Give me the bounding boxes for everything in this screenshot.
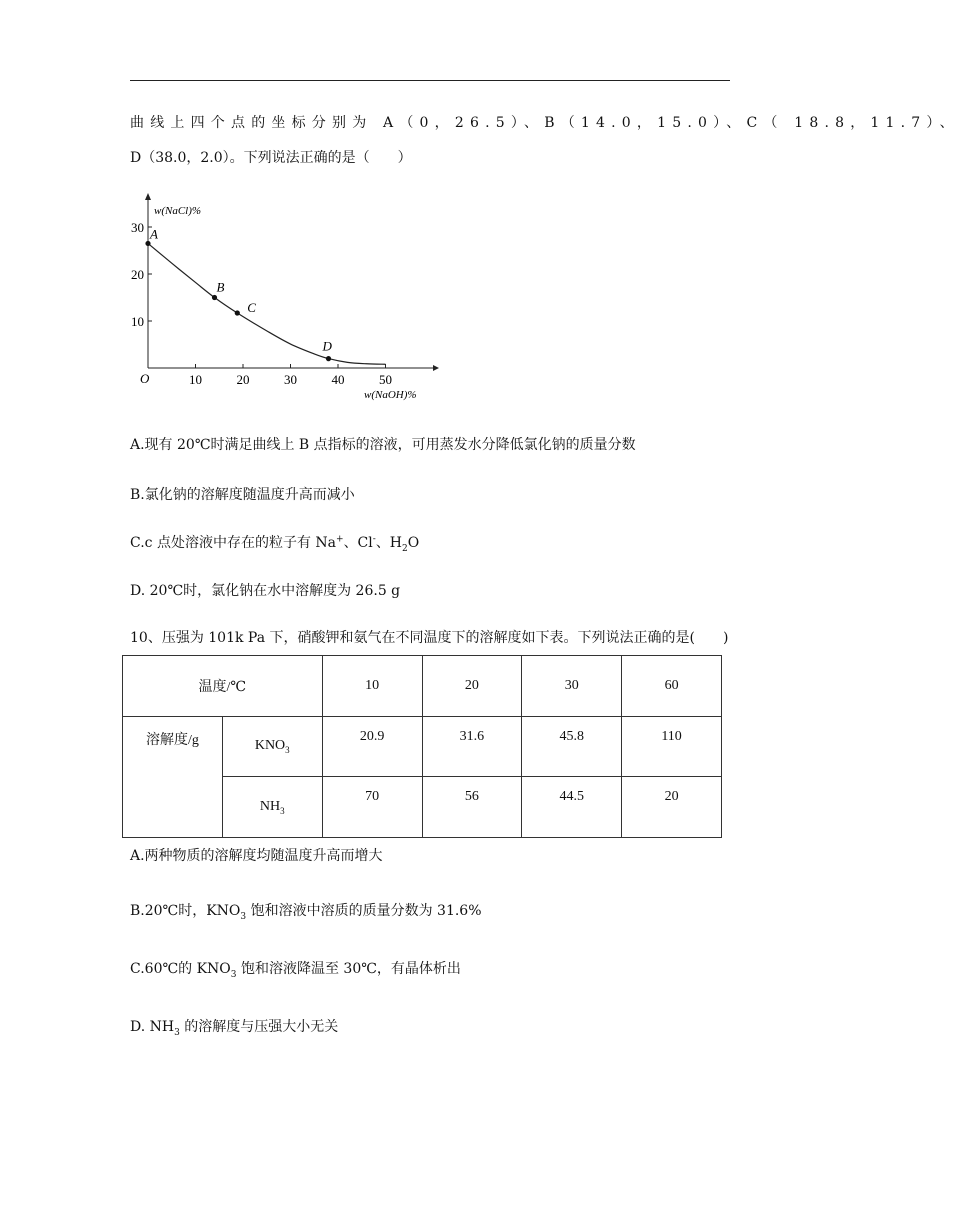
x-axis-arrow <box>433 365 439 371</box>
q9-option-a: A.现有 20℃时满足曲线上 B 点指标的溶液，可用蒸发水分降低氯化钠的质量分数 <box>130 437 636 453</box>
q9-c-2: 2 <box>402 543 408 554</box>
q10-b-post: 饱和溶液中溶质的质量分数为 31.6% <box>246 903 482 919</box>
value-cell: 70 <box>322 777 422 838</box>
temp-cell: 30 <box>522 656 622 717</box>
x-tick-label: 30 <box>284 372 297 387</box>
q10-c-post: 饱和溶液降温至 30℃，有晶体析出 <box>236 961 461 977</box>
intro-line-2: D（38.0，2.0）。下列说法正确的是（ ） <box>130 150 412 166</box>
formula-text: KNO <box>254 738 286 754</box>
value-cell: 20 <box>622 777 722 838</box>
value-cell: 56 <box>422 777 522 838</box>
point-c-label: C <box>247 300 256 316</box>
x-tick-label: 50 <box>379 372 392 387</box>
x-tick-label: 20 <box>236 372 250 387</box>
point-a-label: A <box>150 226 158 242</box>
q10-c-sub: 3 <box>230 969 237 980</box>
q10-c-pre: C.60℃的 KNO <box>130 961 231 977</box>
x-tick-label: 10 <box>189 372 202 387</box>
chart-curve <box>148 243 386 364</box>
temp-cell: 10 <box>322 656 422 717</box>
nacl-naoh-chart <box>128 190 448 404</box>
x-tick-label: 40 <box>331 372 345 387</box>
y-axis-arrow <box>145 193 151 200</box>
value-cell: 31.6 <box>422 717 522 777</box>
point-c-marker <box>235 310 240 315</box>
table-row-kno3 <box>123 717 722 777</box>
value-cell: 110 <box>622 717 722 777</box>
chart-y-label: w(NaCl)% <box>154 205 202 217</box>
intro-line-1: 曲线上四个点的坐标分别为 A（0，26.5）、B（14.0，15.0）、C（ 18.8，11.7）、 <box>130 115 960 131</box>
y-tick-label: 20 <box>131 267 144 282</box>
y-tick-label: 30 <box>131 220 144 235</box>
q9-c-h: 、H <box>375 535 403 551</box>
q9-option-c <box>130 532 419 554</box>
q10-b-sub: 3 <box>240 911 247 922</box>
value-cell: 44.5 <box>522 777 622 838</box>
q10-stem: 10、压强为 101k Pa 下，硝酸钾和氨气在不同温度下的溶解度如下表。下列说法正确的是( ) <box>130 630 729 646</box>
q9-c-mid: 、Cl <box>343 535 373 551</box>
q9-option-d: D. 20℃时，氯化钠在水中溶解度为 26.5 g <box>130 583 401 599</box>
q10-option-b <box>130 900 482 922</box>
chart-x-label: w(NaOH)% <box>364 389 417 401</box>
solubility-table <box>122 655 722 838</box>
formula-subscript: 3 <box>285 744 290 755</box>
temp-cell: 20 <box>422 656 522 717</box>
formula-text: NH <box>259 798 281 814</box>
q10-d-sub: 3 <box>174 1027 180 1038</box>
q9-c-prefix: C.c 点处溶液中存在的粒子有 Na <box>130 535 337 551</box>
point-d-marker <box>326 356 331 361</box>
q10-b-pre: B.20℃时，KNO <box>130 903 241 919</box>
solubility-label-cell: 溶解度/g <box>123 717 223 838</box>
q9-option-b: B.氯化钠的溶解度随温度升高而减小 <box>130 487 355 503</box>
point-a-marker <box>145 241 150 246</box>
chart-origin-label: O <box>140 371 150 386</box>
q10-d-post: 的溶解度与压强大小无关 <box>179 1019 339 1035</box>
q10-option-a: A.两种物质的溶解度均随温度升高而增大 <box>130 848 383 864</box>
chart-points <box>145 226 332 361</box>
point-b-marker <box>212 295 217 300</box>
q9-c-o: O <box>407 535 420 551</box>
header-rule <box>130 80 730 81</box>
q9-c-minus: - <box>372 534 376 545</box>
y-tick-label: 10 <box>131 314 144 329</box>
q10-d-pre: D. NH <box>130 1019 175 1035</box>
value-cell: 20.9 <box>322 717 422 777</box>
point-b-label: B <box>216 279 225 295</box>
chart-ticks <box>131 220 392 387</box>
point-d-label: D <box>322 338 332 354</box>
temp-header-cell: 温度/℃ <box>123 656 323 717</box>
formula-subscript: 3 <box>280 805 285 816</box>
formula-cell-kno3 <box>222 717 322 777</box>
value-cell: 45.8 <box>522 717 622 777</box>
formula-cell-nh3 <box>222 777 322 838</box>
q10-option-c <box>130 958 461 980</box>
table-header-row <box>123 656 722 717</box>
temp-cell: 60 <box>622 656 722 717</box>
q9-c-plus: + <box>336 534 344 545</box>
q10-option-d <box>130 1016 338 1038</box>
